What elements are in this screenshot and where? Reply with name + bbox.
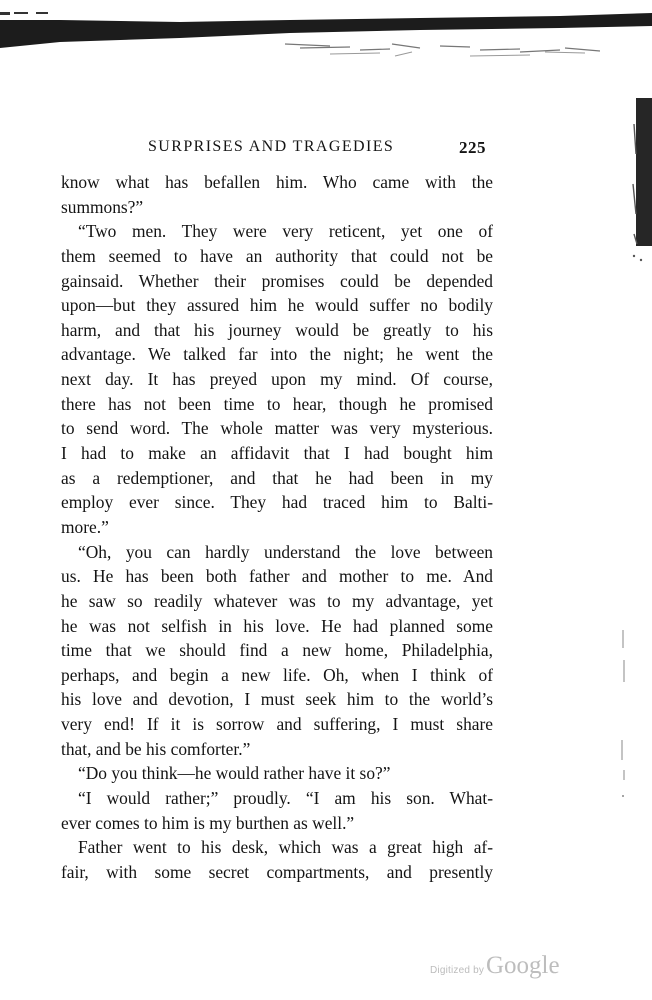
text-line: perhaps, and begin a new life. Oh, when I think of	[61, 664, 493, 685]
text-line: time that we should find a new home, Philadelphia,	[61, 640, 493, 661]
text-line: advantage. We talked far into the night; he went the	[61, 344, 493, 365]
running-head	[0, 138, 652, 162]
text-line: as a redemptioner, and that he had been in my	[61, 467, 493, 488]
text-line: next day. It has preyed upon my mind. Of course,	[61, 369, 493, 390]
text-line: more.”	[61, 516, 109, 537]
text-line: fair, with some secret compartments, and presently	[61, 861, 493, 882]
text-line: “Two men. They were very reticent, yet one of	[78, 221, 493, 242]
text-line: harm, and that his journey would be greatly to his	[61, 319, 493, 340]
text-line: employ ever since. They had traced him to Balti-	[61, 492, 493, 513]
text-line: gainsaid. Whether their promises could be depended	[61, 270, 493, 291]
text-line: to send word. The whole matter was very mysterious.	[61, 418, 493, 439]
text-line: I had to make an affidavit that I had bought him	[61, 443, 493, 464]
text-line: Father went to his desk, which was a great high af-	[78, 837, 493, 858]
scan-artifact-edge	[628, 94, 652, 274]
text-line: ever comes to him is my burthen as well.”	[61, 812, 355, 833]
text-line: us. He has been both father and mother to me. And	[61, 566, 493, 587]
text-line: he saw so readily whatever was to my advantage, yet	[61, 590, 493, 611]
text-line: “I would rather;” proudly. “I am his son. What-	[78, 788, 493, 809]
text-line: “Oh, you can hardly understand the love between	[78, 541, 493, 562]
text-line: summons?”	[61, 196, 144, 217]
text-line: very end! If it is sorrow and suffering, I must share	[61, 714, 493, 735]
text-line: upon—but they assured him he would suffer no bodily	[61, 295, 493, 316]
text-line: his love and devotion, I must seek him to the world’s	[61, 689, 493, 710]
text-line: there has not been time to hear, though he promised	[61, 393, 493, 414]
scan-artifact-top	[0, 8, 652, 70]
text-line: he was not selfish in his love. He had planned some	[61, 615, 493, 636]
watermark-prefix: Digitized by	[430, 965, 485, 976]
text-line: that, and be his comforter.”	[61, 738, 251, 759]
page-number: 225	[459, 138, 486, 157]
text-line: “Do you think—he would rather have it so?”	[78, 763, 391, 784]
text-line: know what has befallen him. Who came with the	[61, 172, 493, 192]
text-line: them seemed to have an authority that could not be	[61, 245, 493, 266]
scan-artifact-specks	[612, 620, 642, 810]
body-text	[61, 170, 493, 885]
digitized-watermark	[430, 952, 570, 986]
chapter-title: SURPRISES AND TRAGEDIES	[148, 138, 395, 155]
google-logo: Google	[486, 952, 560, 979]
